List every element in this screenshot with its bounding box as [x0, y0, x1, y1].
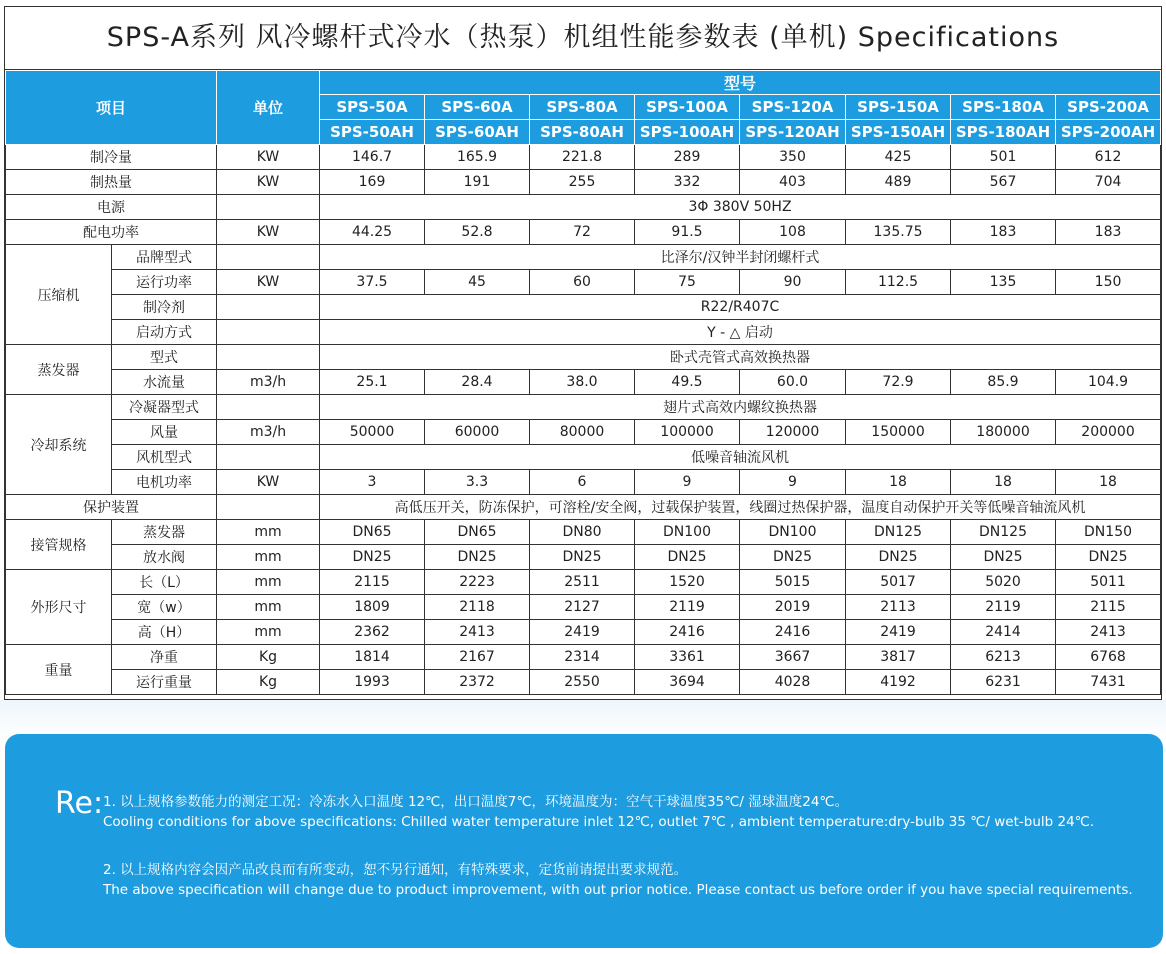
row-label: 电源: [6, 195, 217, 220]
value-cell: 2127: [530, 595, 635, 620]
value-cell: 6: [530, 470, 635, 495]
value-cell: 221.8: [530, 145, 635, 170]
row-unit: [217, 445, 320, 470]
value-cell: 1814: [320, 645, 425, 670]
value-cell: 60.0: [740, 370, 846, 395]
span-value: 翅片式高效内螺纹换热器: [320, 395, 1161, 420]
value-cell: 403: [740, 170, 846, 195]
group-label: 冷却系统: [6, 395, 112, 495]
value-cell: 183: [951, 220, 1056, 245]
value-cell: 37.5: [320, 270, 425, 295]
value-cell: 18: [846, 470, 951, 495]
row-evaporator-type: [6, 345, 1161, 370]
value-cell: 350: [740, 145, 846, 170]
row-unit: [217, 245, 320, 270]
row-dim-width: [6, 595, 1161, 620]
value-cell: DN25: [635, 545, 740, 570]
header-unit: 单位: [217, 71, 320, 145]
value-cell: 2372: [425, 670, 530, 695]
span-value: R22/R407C: [320, 295, 1161, 320]
row-unit: [217, 395, 320, 420]
value-cell: DN25: [951, 545, 1056, 570]
note-1-en: Cooling conditions for above specifications: Chilled water temperature inlet 12℃, outlet 7℃ , ambient temperature:dry-bulb 35 ℃/ wet-bulb 24℃.: [103, 814, 1095, 830]
row-unit: Kg: [217, 645, 320, 670]
model-ah-7: SPS-200AH: [1056, 120, 1161, 145]
row-power: [6, 220, 1161, 245]
value-cell: 2416: [740, 620, 846, 645]
remarks-label: Re:: [55, 786, 104, 821]
value-cell: 2119: [635, 595, 740, 620]
value-cell: 2416: [635, 620, 740, 645]
row-unit: mm: [217, 595, 320, 620]
remarks-panel: [5, 734, 1163, 948]
value-cell: 72.9: [846, 370, 951, 395]
row-heating: [6, 170, 1161, 195]
value-cell: DN25: [530, 545, 635, 570]
value-cell: 3667: [740, 645, 846, 670]
value-cell: 9: [635, 470, 740, 495]
value-cell: 49.5: [635, 370, 740, 395]
value-cell: 150: [1056, 270, 1161, 295]
row-weight-net: [6, 645, 1161, 670]
spec-table: [5, 70, 1161, 695]
spec-table-body: [6, 71, 1161, 695]
value-cell: 4028: [740, 670, 846, 695]
value-cell: 2550: [530, 670, 635, 695]
model-ah-3: SPS-100AH: [635, 120, 740, 145]
value-cell: 165.9: [425, 145, 530, 170]
value-cell: DN65: [425, 520, 530, 545]
value-cell: 169: [320, 170, 425, 195]
row-label: 配电功率: [6, 220, 217, 245]
value-cell: 4192: [846, 670, 951, 695]
value-cell: 44.25: [320, 220, 425, 245]
value-cell: 2413: [425, 620, 530, 645]
value-cell: 3817: [846, 645, 951, 670]
row-unit: [217, 495, 320, 520]
group-label: 蒸发器: [6, 345, 112, 395]
value-cell: DN25: [740, 545, 846, 570]
model-ah-6: SPS-180AH: [951, 120, 1056, 145]
model-ah-2: SPS-80AH: [530, 120, 635, 145]
row-label: 型式: [112, 345, 217, 370]
page-title: SPS-A系列 风冷螺杆式冷水（热泵）机组性能参数表 (单机) Specifications: [5, 7, 1161, 70]
value-cell: DN80: [530, 520, 635, 545]
value-cell: 75: [635, 270, 740, 295]
value-cell: DN65: [320, 520, 425, 545]
value-cell: 80000: [530, 420, 635, 445]
value-cell: 612: [1056, 145, 1161, 170]
value-cell: 2118: [425, 595, 530, 620]
model-a-3: SPS-100A: [635, 95, 740, 120]
row-unit: mm: [217, 545, 320, 570]
value-cell: 3361: [635, 645, 740, 670]
value-cell: 72: [530, 220, 635, 245]
row-label: 风量: [112, 420, 217, 445]
row-unit: [217, 320, 320, 345]
row-unit: KW: [217, 270, 320, 295]
span-value: 3Φ 380V 50HZ: [320, 195, 1161, 220]
row-cs-fan: [6, 445, 1161, 470]
span-value: 低噪音轴流风机: [320, 445, 1161, 470]
value-cell: 50000: [320, 420, 425, 445]
value-cell: 7431: [1056, 670, 1161, 695]
row-cs-air: [6, 420, 1161, 445]
value-cell: 135.75: [846, 220, 951, 245]
model-a-1: SPS-60A: [425, 95, 530, 120]
row-unit: mm: [217, 520, 320, 545]
value-cell: DN25: [425, 545, 530, 570]
value-cell: 2115: [320, 570, 425, 595]
span-value: Y - △ 启动: [320, 320, 1161, 345]
row-unit: [217, 195, 320, 220]
value-cell: 2113: [846, 595, 951, 620]
value-cell: 489: [846, 170, 951, 195]
row-unit: Kg: [217, 670, 320, 695]
value-cell: 28.4: [425, 370, 530, 395]
row-label: 启动方式: [112, 320, 217, 345]
row-unit: m3/h: [217, 420, 320, 445]
row-label: 保护装置: [6, 495, 217, 520]
row-compressor-start: [6, 320, 1161, 345]
value-cell: 2115: [1056, 595, 1161, 620]
row-unit: mm: [217, 570, 320, 595]
value-cell: 91.5: [635, 220, 740, 245]
row-unit: KW: [217, 145, 320, 170]
row-cooling: [6, 145, 1161, 170]
group-label: 重量: [6, 645, 112, 695]
value-cell: 18: [951, 470, 1056, 495]
value-cell: 180000: [951, 420, 1056, 445]
model-a-0: SPS-50A: [320, 95, 425, 120]
row-label: 电机功率: [112, 470, 217, 495]
row-unit: [217, 295, 320, 320]
value-cell: 6231: [951, 670, 1056, 695]
value-cell: 135: [951, 270, 1056, 295]
value-cell: 2419: [846, 620, 951, 645]
value-cell: DN125: [951, 520, 1056, 545]
row-cs-motor: [6, 470, 1161, 495]
value-cell: 2362: [320, 620, 425, 645]
model-ah-1: SPS-60AH: [425, 120, 530, 145]
value-cell: 2511: [530, 570, 635, 595]
value-cell: 1520: [635, 570, 740, 595]
value-cell: 9: [740, 470, 846, 495]
span-value: 比泽尔/汉钟半封闭螺杆式: [320, 245, 1161, 270]
row-pipe-evap: [6, 520, 1161, 545]
value-cell: 6768: [1056, 645, 1161, 670]
row-unit: m3/h: [217, 370, 320, 395]
row-label: 制冷量: [6, 145, 217, 170]
value-cell: 3694: [635, 670, 740, 695]
row-label: 净重: [112, 645, 217, 670]
model-ah-5: SPS-150AH: [846, 120, 951, 145]
value-cell: 90: [740, 270, 846, 295]
value-cell: 6213: [951, 645, 1056, 670]
model-ah-0: SPS-50AH: [320, 120, 425, 145]
row-label: 品牌型式: [112, 245, 217, 270]
value-cell: 5020: [951, 570, 1056, 595]
value-cell: 2223: [425, 570, 530, 595]
value-cell: 1993: [320, 670, 425, 695]
row-unit: KW: [217, 170, 320, 195]
value-cell: 2419: [530, 620, 635, 645]
value-cell: DN125: [846, 520, 951, 545]
row-power-supply: [6, 195, 1161, 220]
value-cell: 567: [951, 170, 1056, 195]
model-a-7: SPS-200A: [1056, 95, 1161, 120]
value-cell: 5017: [846, 570, 951, 595]
value-cell: 18: [1056, 470, 1161, 495]
value-cell: DN100: [740, 520, 846, 545]
value-cell: 150000: [846, 420, 951, 445]
value-cell: 191: [425, 170, 530, 195]
note-2-en: The above specification will change due to product improvement, with out prior notice. Please contact us before order if you have special requirements.: [103, 882, 1133, 898]
value-cell: 200000: [1056, 420, 1161, 445]
row-cs-condenser: [6, 395, 1161, 420]
row-label: 制冷剂: [112, 295, 217, 320]
row-label: 长（L）: [112, 570, 217, 595]
value-cell: 112.5: [846, 270, 951, 295]
row-label: 水流量: [112, 370, 217, 395]
value-cell: 501: [951, 145, 1056, 170]
model-ah-4: SPS-120AH: [740, 120, 846, 145]
note-1-cn: 1. 以上规格参数能力的测定工况：冷冻水入口温度 12℃，出口温度7℃，环境温度为：空气干球温度35℃/ 湿球温度24℃。: [103, 794, 849, 810]
value-cell: 3.3: [425, 470, 530, 495]
value-cell: 100000: [635, 420, 740, 445]
row-unit: KW: [217, 470, 320, 495]
value-cell: DN25: [320, 545, 425, 570]
value-cell: 3: [320, 470, 425, 495]
value-cell: 146.7: [320, 145, 425, 170]
row-label: 冷凝器型式: [112, 395, 217, 420]
value-cell: 104.9: [1056, 370, 1161, 395]
row-unit: KW: [217, 220, 320, 245]
value-cell: 255: [530, 170, 635, 195]
model-a-2: SPS-80A: [530, 95, 635, 120]
value-cell: 2119: [951, 595, 1056, 620]
value-cell: 5011: [1056, 570, 1161, 595]
row-unit: [217, 345, 320, 370]
row-compressor-brand: [6, 245, 1161, 270]
spec-sheet: [4, 6, 1162, 700]
row-label: 放水阀: [112, 545, 217, 570]
header-model: 型号: [320, 71, 1161, 95]
row-compressor-run-power: [6, 270, 1161, 295]
value-cell: 120000: [740, 420, 846, 445]
value-cell: DN25: [1056, 545, 1161, 570]
value-cell: DN150: [1056, 520, 1161, 545]
row-dim-height: [6, 620, 1161, 645]
value-cell: 2414: [951, 620, 1056, 645]
value-cell: 5015: [740, 570, 846, 595]
span-value: 高低压开关，防冻保护，可溶栓/安全阀，过载保护装置，线圈过热保护器，温度自动保护开关等低噪音轴流风机: [320, 495, 1161, 520]
row-label: 蒸发器: [112, 520, 217, 545]
row-label: 风机型式: [112, 445, 217, 470]
value-cell: 289: [635, 145, 740, 170]
header-item: 项目: [6, 71, 217, 145]
header-row-model: [6, 71, 1161, 95]
note-2-cn: 2. 以上规格内容会因产品改良而有所变动，恕不另行通知，有特殊要求，定货前请提出要求规范。: [103, 862, 688, 878]
model-a-6: SPS-180A: [951, 95, 1056, 120]
value-cell: 2314: [530, 645, 635, 670]
value-cell: 704: [1056, 170, 1161, 195]
row-unit: mm: [217, 620, 320, 645]
row-label: 制热量: [6, 170, 217, 195]
value-cell: 425: [846, 145, 951, 170]
row-weight-operating: [6, 670, 1161, 695]
value-cell: 38.0: [530, 370, 635, 395]
model-a-4: SPS-120A: [740, 95, 846, 120]
value-cell: DN25: [846, 545, 951, 570]
group-label: 压缩机: [6, 245, 112, 345]
value-cell: 183: [1056, 220, 1161, 245]
value-cell: 2413: [1056, 620, 1161, 645]
group-label: 接管规格: [6, 520, 112, 570]
value-cell: 45: [425, 270, 530, 295]
value-cell: 2019: [740, 595, 846, 620]
group-label: 外形尺寸: [6, 570, 112, 645]
value-cell: 108: [740, 220, 846, 245]
row-label: 宽（w）: [112, 595, 217, 620]
row-label: 运行重量: [112, 670, 217, 695]
row-pipe-drain: [6, 545, 1161, 570]
value-cell: 60000: [425, 420, 530, 445]
model-a-5: SPS-150A: [846, 95, 951, 120]
row-label: 高（H）: [112, 620, 217, 645]
row-dim-length: [6, 570, 1161, 595]
value-cell: 1809: [320, 595, 425, 620]
row-evaporator-flow: [6, 370, 1161, 395]
value-cell: 2167: [425, 645, 530, 670]
span-value: 卧式壳管式高效换热器: [320, 345, 1161, 370]
value-cell: 52.8: [425, 220, 530, 245]
row-protection: [6, 495, 1161, 520]
value-cell: 85.9: [951, 370, 1056, 395]
value-cell: 60: [530, 270, 635, 295]
value-cell: DN100: [635, 520, 740, 545]
value-cell: 25.1: [320, 370, 425, 395]
row-compressor-refrigerant: [6, 295, 1161, 320]
value-cell: 332: [635, 170, 740, 195]
row-label: 运行功率: [112, 270, 217, 295]
